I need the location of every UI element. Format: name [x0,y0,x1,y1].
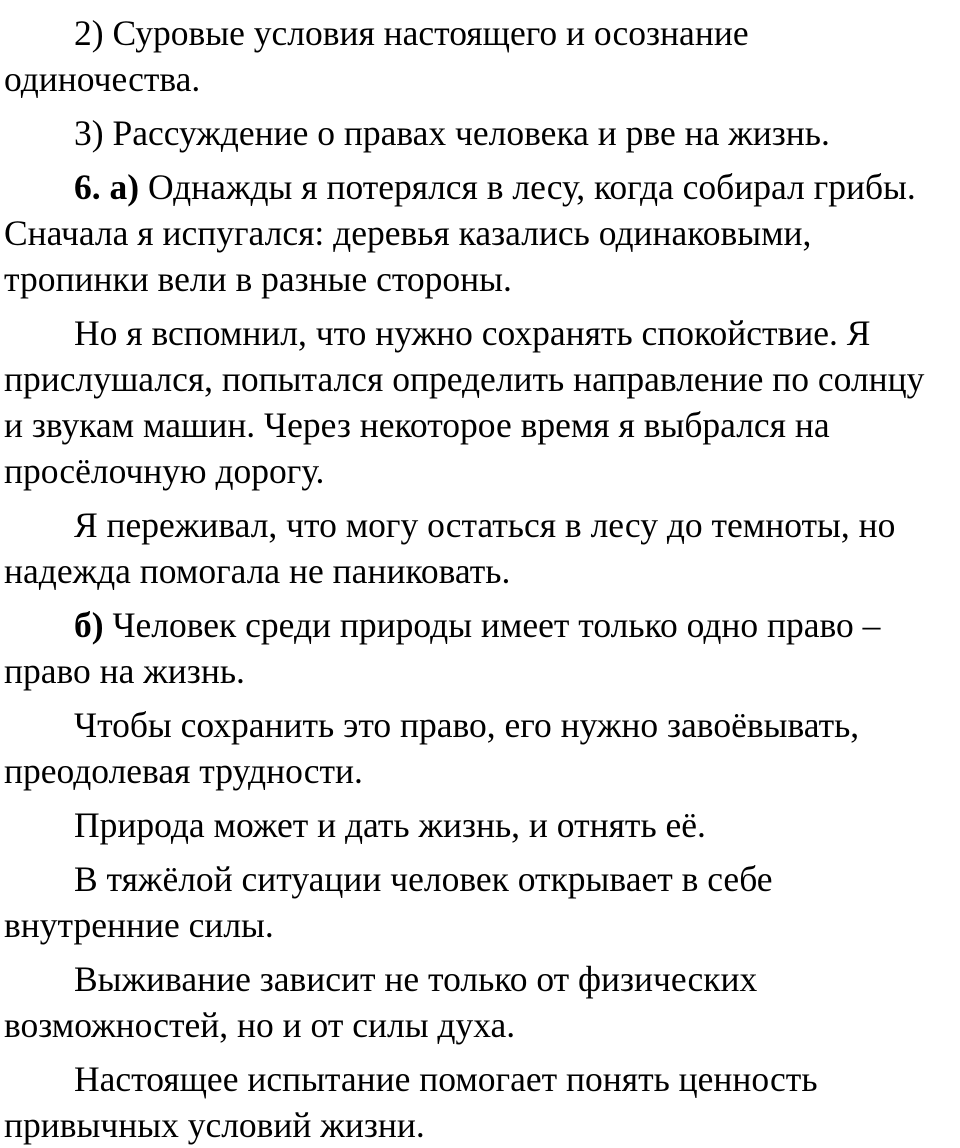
paragraph-6a-hope [4,502,960,594]
text-line: Но я вспомнил, что нужно сохранять спокойствие. Я [74,313,871,353]
paragraph-item-2 [4,10,960,102]
text-line: прислушался, попытался определить направление по солнцу [4,359,925,399]
text-fragment: Однажды я потерялся в лесу, когда собирал грибы. [139,167,916,207]
paragraph-6b-inner-strength [4,856,960,948]
text-fragment: Человек среди природы имеет только одно право – [103,605,881,645]
text-line: возможностей, но и от силы духа. [4,1005,516,1045]
text-line: привычных условий жизни. [4,1105,425,1145]
paragraph-6b-preserve [4,702,960,794]
text-line: преодолевая трудности. [4,751,363,791]
text-line: внутренние силы. [4,905,274,945]
text-line [4,602,960,648]
text-line: Выживание зависит не только от физических [74,959,758,999]
text-line: 3) Рассуждение о правах человека и рве на жизнь. [74,113,830,153]
text-line: Настоящее испытание помогает понять ценность [74,1059,818,1099]
text-line: одиночества. [4,59,201,99]
text-line [4,164,960,210]
text-line: и звукам машин. Через некоторое время я выбрался на [4,405,830,445]
paragraph-6b-nature [4,802,960,848]
text-line: В тяжёлой ситуации человек открывает в себе [74,859,773,899]
paragraph-6b-survival [4,956,960,1048]
text-line: надежда помогала не паниковать. [4,551,511,591]
task-label: 6. а) [74,167,140,207]
task-label: б) [74,605,104,645]
text-line: Чтобы сохранить это право, его нужно завоёвывать, [74,705,860,745]
text-line: Природа может и дать жизнь, и отнять её. [74,805,706,845]
text-line: право на жизнь. [4,651,245,691]
text-line: тропинки вели в разные стороны. [4,259,512,299]
paragraph-task-6b [4,602,960,694]
text-line: Я переживал, что могу остаться в лесу до темноты, но [74,505,896,545]
text-line: просёлочную дорогу. [4,451,325,491]
paragraph-task-6a [4,164,960,302]
paragraph-6a-calm [4,310,960,494]
paragraph-item-3 [4,110,960,156]
text-line: Сначала я испугался: деревья казались одинаковыми, [4,213,812,253]
paragraph-6b-trial [4,1056,960,1148]
text-line: 2) Суровые условия настоящего и осознание [74,13,749,53]
